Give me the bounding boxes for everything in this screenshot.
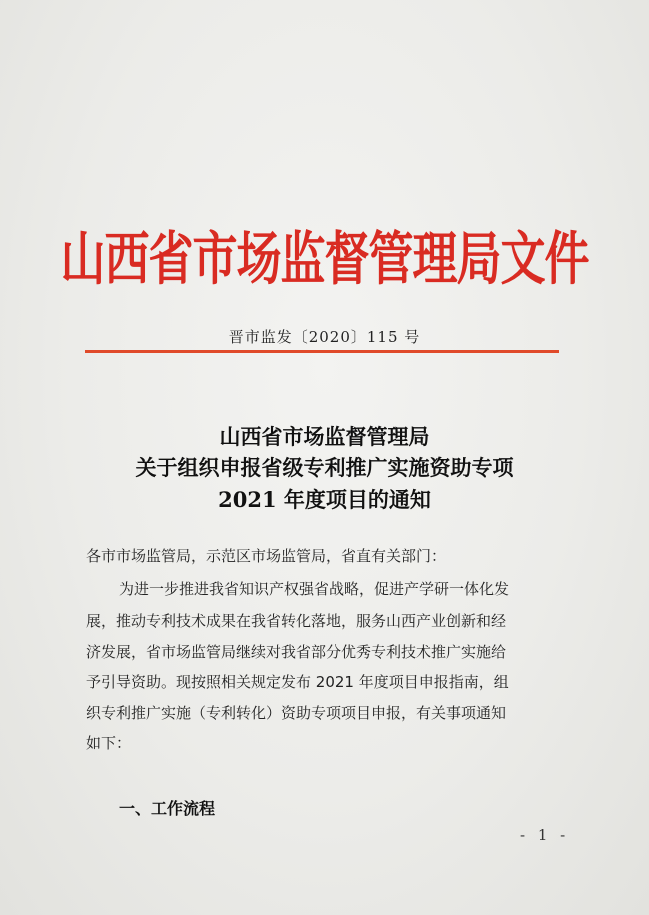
body-text-line: 展，推动专利技术成果在我省转化落地，服务山西产业创新和经 [86,612,507,630]
body-text-line: 济发展，省市场监管局继续对我省部分优秀专利技术推广实施给 [86,643,507,661]
body-text-line: 如下： [86,734,132,752]
notice-title-line-1: 山西省市场监督管理局 [219,424,430,449]
notice-title-line-2: 关于组织申报省级专利推广实施资助专项 [135,455,514,480]
red-divider-rule [85,350,559,353]
page-number: - 1 - [520,826,570,844]
document-number: 晋市监发〔2020〕115 号 [228,328,421,346]
body-text-line: 织专利推广实施（专利转化）资助专项项目申报，有关事项通知 [86,704,507,722]
section-heading: 一、工作流程 [119,799,216,818]
salutation: 各市市场监管局，示范区市场监管局，省直有关部门： [86,547,447,565]
body-text-line: 予引导资助。现按照相关规定发布 2021 年度项目申报指南，组 [86,673,509,691]
notice-title-line-3: 2021 年度项目的通知 [218,487,431,512]
issuer-title: 山西省市场监督管理局文件 [60,224,589,293]
body-text-line: 为进一步推进我省知识产权强省战略，促进产学研一体化发 [119,580,510,598]
